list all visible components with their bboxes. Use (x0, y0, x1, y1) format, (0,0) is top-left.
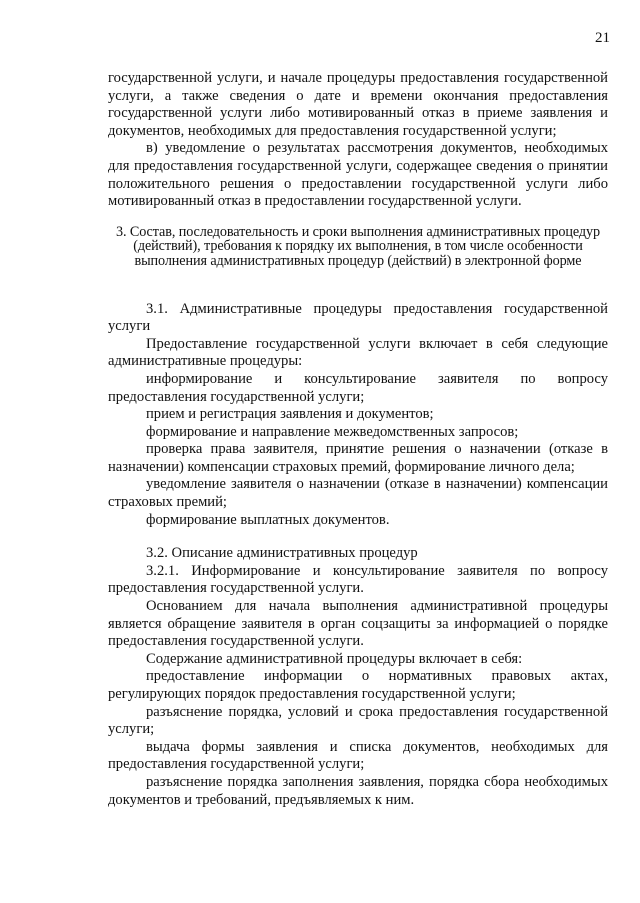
procedure-item-payment-documents: формирование выплатных документов. (146, 511, 390, 528)
procedure-item-interagency-requests: формирование и направление межведомственных запросов; (146, 423, 519, 440)
procedure-item-informing: информирование и консультирование заявителя по вопросу предоставления государственной услуги; (108, 370, 608, 405)
procedure-item-reception: прием и регистрация заявления и документов; (146, 406, 434, 423)
procedure-item-notification: уведомление заявителя о назначении (отказе в назначении) компенсации страховых премий; (108, 476, 608, 511)
page-number: 21 (595, 30, 610, 46)
paragraph-procedure-content: Содержание административной процедуры включает в себя: (146, 650, 523, 667)
content-item-filling-instructions: разъяснение порядка заполнения заявления, порядка сбора необходимых документов и требований, предъявляемых к ним. (108, 773, 608, 808)
section-3-heading: 3. Состав, последовательность и сроки выполнения административных процедур (действий), требования к порядку их выполнения, в том числе особенности выполнения административных процедур (действий) в электронной форме (115, 223, 601, 269)
content-item-form-issuance: выдача формы заявления и списка документов, необходимых для предоставления государственной услуги; (108, 738, 608, 773)
paragraph-gap (108, 529, 608, 545)
content-item-conditions: разъяснение порядка, условий и срока предоставления государственной услуги; (108, 703, 608, 738)
document-body (108, 70, 608, 809)
paragraph-notification-results: в) уведомление о результатах рассмотрения документов, необходимых для предоставления государственной услуги, содержащее сведения о принятии положительного решения о предоставлении государственной услуги либо мотивированный отказ в предоставлении государственной услуги. (108, 140, 608, 210)
subsection-3-2-title: 3.2. Описание административных процедур (146, 545, 418, 562)
procedure-item-eligibility-check: проверка права заявителя, принятие решения о назначении (отказе в назначении) компенсации страховых премий, формирование личного дела; (108, 441, 608, 475)
content-item-legal-acts: предоставление информации о нормативных правовых актах, регулирующих порядок предоставления государственной услуги; (108, 668, 608, 702)
paragraph-procedure-basis: Основанием для начала выполнения административной процедуры является обращение заявителя в орган соцзащиты за информацией о порядке предоставления государственной услуги. (108, 598, 608, 650)
subsection-3-1-title: 3.1. Административные процедуры предоставления государственной услуги (108, 300, 608, 335)
paragraph-service-start: государственной услуги, и начале процедуры предоставления государственной услуги, а также сведения о дате и времени окончания предоставления государственной услуги либо мотивированный отказ в приеме заявления и документов, необходимых для предоставления государственной услуги; (108, 70, 608, 139)
paragraph-procedures-intro: Предоставление государственной услуги включает в себя следующие административные процедуры: (108, 335, 608, 370)
subsection-3-2-1-title: 3.2.1. Информирование и консультирование заявителя по вопросу предоставления государственной услуги. (108, 562, 608, 597)
